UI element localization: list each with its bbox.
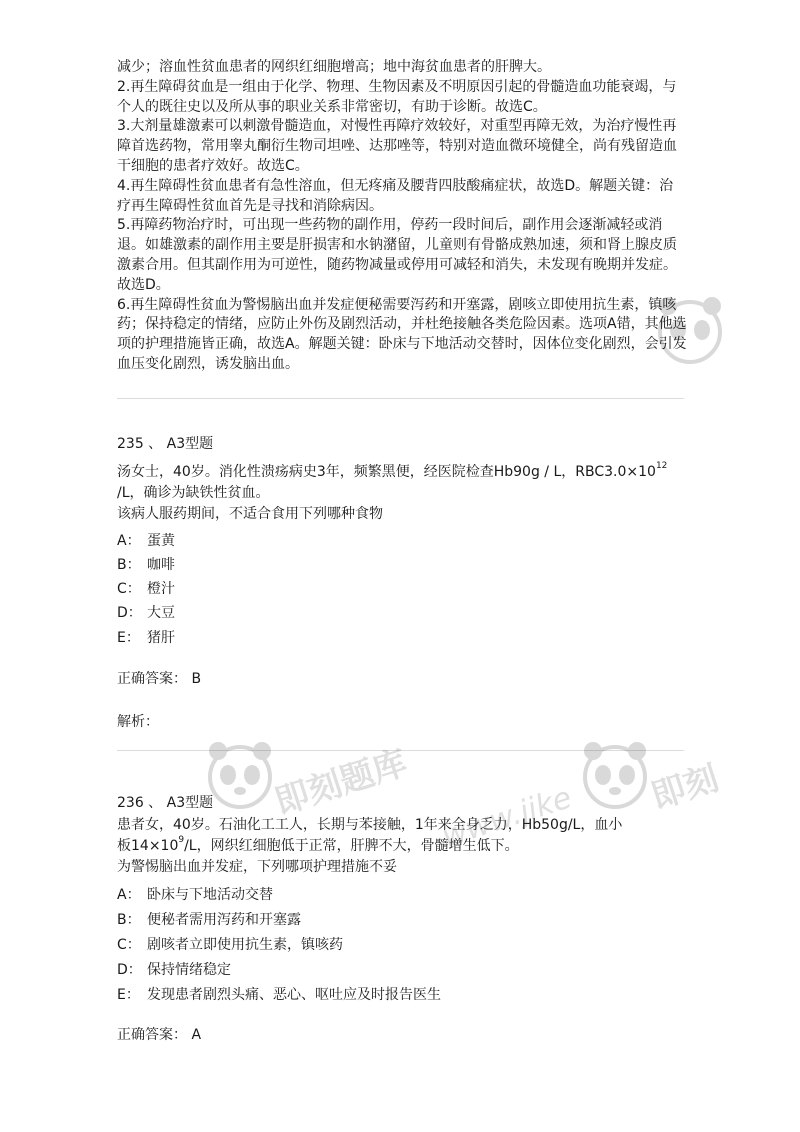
option-letter: B： [117, 912, 141, 928]
correct-answer [117, 1024, 201, 1044]
option-e [117, 627, 175, 647]
analysis-block [117, 58, 687, 375]
option-a [117, 884, 273, 904]
option-text: 橙汁 [147, 581, 175, 597]
option-text: 咖啡 [147, 557, 175, 573]
answer-value: B [191, 671, 202, 687]
option-letter: D： [117, 962, 142, 978]
option-letter: A： [117, 533, 141, 549]
option-b [117, 909, 301, 929]
exponent: 9 [178, 835, 185, 845]
option-letter: B： [117, 557, 141, 573]
option-text: 保持情绪稳定 [147, 962, 231, 978]
option-b [117, 554, 175, 574]
option-text: 剧咳者立即使用抗生素，镇咳药 [147, 937, 343, 953]
stem-text: 板14×10 [117, 838, 179, 854]
answer-label: 正确答案： [117, 1027, 187, 1043]
option-letter: A： [117, 887, 141, 903]
option-text: 发现患者剧烈头痛、恶心、呕吐应及时报告医生 [147, 987, 441, 1003]
option-c [117, 934, 343, 954]
question-stem [117, 815, 687, 878]
option-letter: C： [117, 581, 141, 597]
analysis-paragraph: 5.再障药物治疗时，可出现一些药物的副作用，停药一段时间后，副作用会逐渐减轻或消退。如雄激素的副作用主要是肝损害和水钠潴留，儿童则有骨骼成熟加速，须和肾上腺皮质激素合用。但其副作用为可逆性，随药物减量或停用可减轻和消失，未发现有晚期并发症。故选D。 [117, 217, 677, 293]
option-letter: E： [117, 987, 140, 1003]
option-letter: E： [117, 630, 140, 646]
question-header: 235 、 A3型题 [117, 436, 214, 452]
analysis-paragraph: 减少；溶血性贫血患者的网织红细胞增高；地中海贫血患者的肝脾大。 [117, 59, 551, 75]
answer-value: A [191, 1027, 202, 1043]
question-text: 为警惕脑出血并发症，下列哪项护理措施不妥 [117, 859, 397, 875]
option-letter: D： [117, 605, 142, 621]
option-d [117, 959, 231, 979]
section-divider [117, 750, 684, 751]
option-text: 蛋黄 [147, 533, 175, 549]
stem-text: 汤女士，40岁。消化性溃疡病史3年，频繁黑便，经医院检查Hb90g / L，RBC3.0×10 [117, 464, 656, 480]
option-text: 卧床与下地活动交替 [147, 887, 273, 903]
option-e [117, 984, 441, 1004]
stem-text: /L，确诊为缺铁性贫血。 [117, 485, 270, 501]
correct-answer [117, 668, 201, 688]
answer-label: 正确答案： [117, 671, 187, 687]
stem-text: /L，网织红细胞低于正常，肝脾不大，骨髓增生低下。 [184, 838, 519, 854]
exponent: 12 [655, 461, 668, 471]
watermark-url: www.jike [437, 780, 576, 855]
stem-text: 患者女，40岁。石油化工工人，长期与苯接触，1年来全身乏力，Hb50g/L，血小 [117, 817, 623, 833]
watermark-text: 即刻 [646, 758, 724, 818]
question-header: 236 、 A3型题 [117, 795, 214, 811]
option-a [117, 530, 175, 550]
option-c [117, 578, 175, 598]
option-letter: C： [117, 937, 141, 953]
analysis-paragraph: 4.再生障碍性贫血患者有急性溶血，但无疼痛及腰背四肢酸痛症状，故选D。解题关键：治疗再生障碍性贫血首先是寻找和消除病因。 [117, 177, 674, 214]
question-text: 该病人服药期间，不适合食用下列哪种食物 [117, 506, 383, 522]
watermark-logo [575, 735, 655, 819]
option-d [117, 602, 175, 622]
question-stem [117, 462, 687, 525]
option-text: 猪肝 [147, 630, 175, 646]
option-text: 便秘者需用泻药和开塞露 [147, 912, 301, 928]
analysis-paragraph: 3.大剂量雄激素可以刺激骨髓造血，对慢性再障疗效较好，对重型再障无效，为治疗慢性再障首选药物，常用睾丸酮衍生物司坦唑、达那唑等，特别对造血微环境健全，尚有残留造血干细胞的患者疗效好。故选C。 [117, 118, 677, 174]
option-text: 大豆 [147, 605, 175, 621]
explanation-label: 解析： [117, 714, 159, 730]
analysis-paragraph: 6.再生障碍性贫血为警惕脑出血并发症便秘需要泻药和开塞露，剧咳立即使用抗生素，镇咳药；保持稳定的情绪，应防止外伤及剧烈活动，并杜绝接触各类危险因素。选项A错，其他选项的护理措施皆正确，故选A。解题关键：卧床与下地活动交替时，因体位变化剧烈，会引发血压变化剧烈，诱发脑出血。 [117, 296, 687, 372]
watermark-text: 即刻题库 [270, 742, 412, 823]
analysis-paragraph: 2.再生障碍贫血是一组由于化学、物理、生物因素及不明原因引起的骨髓造血功能衰竭，与个人的既往史以及所从事的职业关系非常密切，有助于诊断。故选C。 [117, 78, 677, 115]
section-divider [117, 398, 684, 399]
panda-icon [575, 735, 655, 815]
